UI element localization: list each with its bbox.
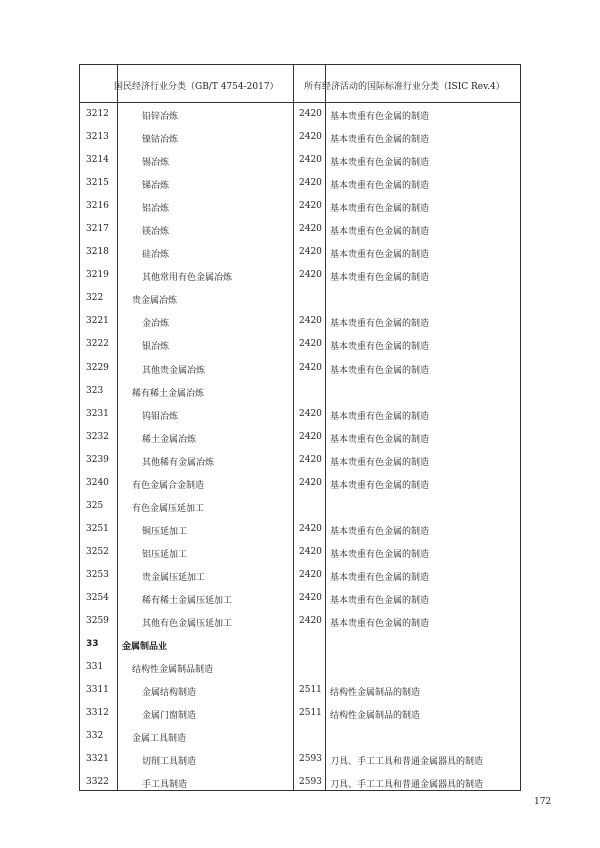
row-code: 3259: [86, 616, 109, 627]
row-code: 3212: [86, 109, 109, 119]
row-name: 铝压延加工: [142, 549, 188, 560]
table-row: [80, 310, 520, 333]
table-row: [80, 380, 520, 403]
row-isic-name: 基本贵重有色金属的制造: [330, 204, 430, 215]
row-code: 3231: [86, 408, 109, 419]
row-isic-name: 基本贵重有色金属的制造: [330, 480, 430, 491]
row-code: 3240: [86, 477, 109, 488]
table-row: [80, 541, 520, 564]
row-isic-code: 2420: [299, 270, 322, 281]
row-code: 3311: [86, 685, 109, 696]
table-row: [80, 126, 520, 149]
row-name: 贵金属压延加工: [142, 572, 206, 583]
table-row: [80, 357, 520, 380]
table-body: [80, 103, 520, 794]
row-name: 钨钼冶炼: [142, 411, 179, 422]
row-isic-name: 基本贵重有色金属的制造: [330, 619, 430, 630]
row-isic-name: 基本贵重有色金属的制造: [330, 526, 430, 537]
table-row: [80, 218, 520, 241]
row-name: 贵金属冶炼: [132, 296, 178, 307]
row-name: 硅冶炼: [142, 250, 170, 261]
row-isic-code: 2420: [299, 339, 322, 350]
row-isic-code: 2420: [299, 408, 322, 419]
row-isic-name: 基本贵重有色金属的制造: [330, 112, 430, 122]
header-left: 国民经济行业分类（GB/T 4754-2017）: [114, 82, 279, 92]
row-name: 稀土金属冶炼: [142, 434, 197, 445]
row-isic-code: 2420: [299, 362, 322, 373]
row-isic-code: 2420: [299, 155, 322, 166]
row-name: 其他贵金属冶炼: [142, 365, 206, 376]
row-isic-code: 2420: [299, 201, 322, 212]
row-code: 3221: [86, 316, 109, 327]
row-isic-code: 2420: [299, 178, 322, 189]
row-name: 结构性金属制品制造: [132, 665, 214, 676]
row-isic-code: 2420: [299, 132, 322, 143]
row-isic-name: 基本贵重有色金属的制造: [330, 273, 430, 284]
table-row: [80, 426, 520, 449]
row-isic-code: 2420: [299, 546, 322, 557]
table-row: [80, 702, 520, 725]
row-isic-code: 2420: [299, 592, 322, 603]
row-code: 3218: [86, 247, 109, 258]
table-row: [80, 449, 520, 472]
row-code: 3312: [86, 708, 109, 719]
header-right: 所有经济活动的国际标准行业分类（ISIC Rev.4）: [304, 82, 505, 92]
row-code: 3216: [86, 201, 109, 212]
row-isic-code: 2593: [299, 754, 322, 765]
row-isic-code: 2420: [299, 431, 322, 442]
row-name: 铝冶炼: [142, 204, 170, 215]
row-name: 金属制品业: [122, 642, 168, 653]
row-name: 其他常用有色金属冶炼: [142, 273, 233, 284]
row-isic-name: 基本贵重有色金属的制造: [330, 342, 430, 353]
row-isic-name: 结构性金属制品的制造: [330, 711, 421, 722]
row-isic-name: 基本贵重有色金属的制造: [330, 135, 430, 146]
table-row: [80, 725, 520, 748]
row-isic-name: 基本贵重有色金属的制造: [330, 227, 430, 238]
row-code: 3213: [86, 132, 109, 143]
row-code: 3219: [86, 270, 109, 281]
row-isic-code: 2420: [299, 616, 322, 627]
row-name: 镁冶炼: [142, 227, 170, 238]
row-isic-code: 2511: [299, 708, 322, 719]
row-isic-code: 2420: [299, 109, 322, 119]
table-header: [80, 65, 520, 103]
row-isic-name: 结构性金属制品的制造: [330, 688, 421, 699]
row-name: 其他有色金属压延加工: [142, 619, 233, 630]
row-name: 稀有稀土金属冶炼: [132, 388, 205, 399]
row-isic-name: 基本贵重有色金属的制造: [330, 411, 430, 422]
row-code: 331: [86, 662, 104, 673]
row-isic-code: 2420: [299, 224, 322, 235]
table-row: [80, 656, 520, 679]
row-isic-code: 2420: [299, 477, 322, 488]
row-isic-name: 基本贵重有色金属的制造: [330, 457, 430, 468]
table-row: [80, 149, 520, 172]
row-code: 3215: [86, 178, 109, 189]
table-row: [80, 195, 520, 218]
row-isic-code: 2511: [299, 685, 322, 696]
row-name: 切削工具制造: [142, 757, 197, 768]
row-isic-code: 2420: [299, 454, 322, 465]
row-isic-code: 2593: [299, 777, 322, 788]
row-code: 323: [86, 385, 104, 396]
row-name: 有色金属压延加工: [132, 503, 205, 514]
row-name: 其他稀有金属冶炼: [142, 457, 215, 468]
row-isic-code: 2420: [299, 316, 322, 327]
row-isic-name: 基本贵重有色金属的制造: [330, 572, 430, 583]
row-name: 锡冶炼: [142, 158, 170, 169]
row-name: 金属门窗制造: [142, 711, 197, 722]
table-row: [80, 495, 520, 518]
table-row: [80, 103, 520, 126]
row-name: 金冶炼: [142, 319, 170, 330]
table-row: [80, 564, 520, 587]
row-code: 3321: [86, 754, 109, 765]
table-row: [80, 172, 520, 195]
table-row: [80, 264, 520, 287]
table-row: [80, 403, 520, 426]
row-code: 332: [86, 731, 104, 742]
row-code: 3253: [86, 569, 109, 580]
row-code: 3222: [86, 339, 109, 350]
table-row: [80, 610, 520, 633]
table-row: [80, 748, 520, 771]
table-row: [80, 633, 520, 656]
row-isic-name: 刀具、手工工具和普通金属器具的制造: [330, 757, 484, 768]
row-isic-name: 基本贵重有色金属的制造: [330, 365, 430, 376]
row-code: 3229: [86, 362, 109, 373]
table-row: [80, 771, 520, 794]
row-code: 3232: [86, 431, 109, 442]
row-isic-name: 刀具、手工工具和普通金属器具的制造: [330, 780, 484, 791]
row-code: 3254: [86, 592, 109, 603]
row-name: 金属结构制造: [142, 688, 197, 699]
row-code: 3239: [86, 454, 109, 465]
row-name: 铜压延加工: [142, 526, 188, 537]
row-name: 铅锌冶炼: [142, 112, 179, 122]
row-code: 3322: [86, 777, 109, 788]
row-code: 322: [86, 293, 104, 304]
row-code: 33: [86, 639, 99, 650]
table-row: [80, 679, 520, 702]
table-row: [80, 287, 520, 310]
row-name: 金属工具制造: [132, 734, 187, 745]
row-code: 3252: [86, 546, 109, 557]
classification-table: [79, 64, 521, 791]
row-isic-name: 基本贵重有色金属的制造: [330, 158, 430, 169]
page-number: 172: [534, 797, 552, 807]
table-row: [80, 472, 520, 495]
row-code: 3251: [86, 523, 109, 534]
row-code: 3217: [86, 224, 109, 235]
table-row: [80, 587, 520, 610]
row-isic-code: 2420: [299, 247, 322, 258]
row-isic-name: 基本贵重有色金属的制造: [330, 434, 430, 445]
row-name: 锑冶炼: [142, 181, 170, 192]
row-isic-name: 基本贵重有色金属的制造: [330, 319, 430, 330]
table-row: [80, 333, 520, 356]
table-row: [80, 518, 520, 541]
row-name: 银冶炼: [142, 342, 170, 353]
row-isic-name: 基本贵重有色金属的制造: [330, 595, 430, 606]
row-name: 镍钴冶炼: [142, 135, 179, 146]
row-isic-name: 基本贵重有色金属的制造: [330, 181, 430, 192]
row-isic-name: 基本贵重有色金属的制造: [330, 250, 430, 261]
row-isic-name: 基本贵重有色金属的制造: [330, 549, 430, 560]
row-code: 325: [86, 500, 104, 511]
row-code: 3214: [86, 155, 109, 166]
row-name: 稀有稀土金属压延加工: [142, 595, 233, 606]
row-isic-code: 2420: [299, 569, 322, 580]
row-name: 有色金属合金制造: [132, 480, 205, 491]
row-isic-code: 2420: [299, 523, 322, 534]
row-name: 手工具制造: [142, 780, 188, 791]
table-row: [80, 241, 520, 264]
